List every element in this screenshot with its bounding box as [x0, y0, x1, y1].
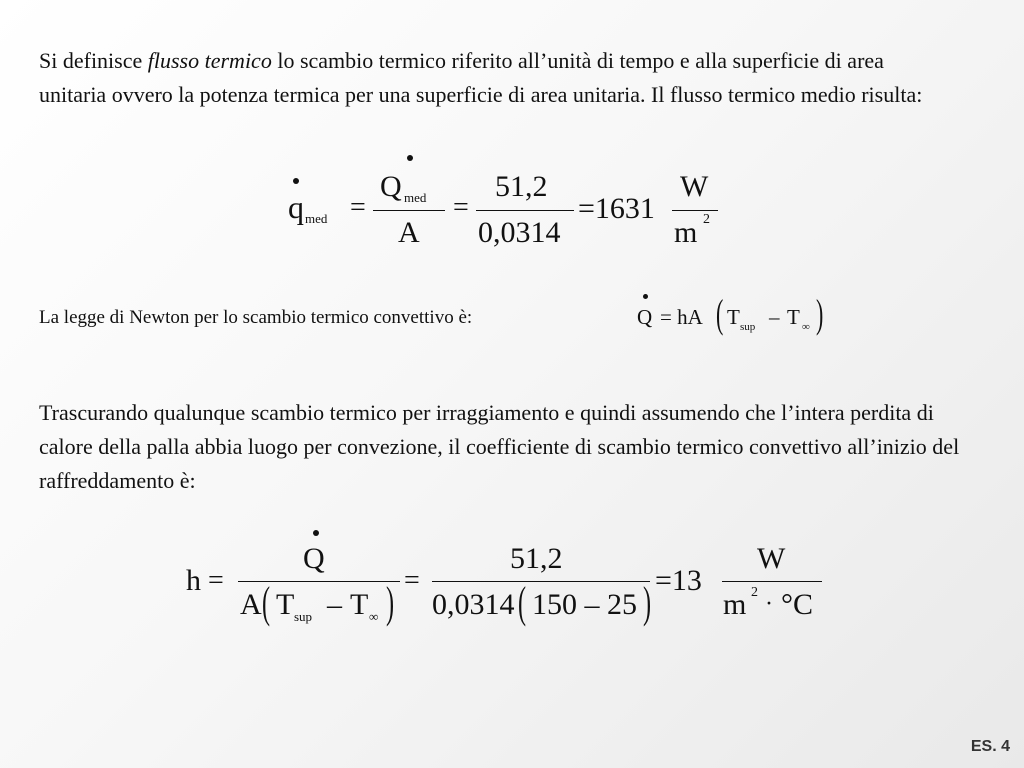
dot-accent-icon: [407, 155, 413, 161]
eq-denominator: 0,0314: [478, 216, 561, 249]
fraction-bar: [672, 210, 718, 211]
eq-denominator: A: [398, 216, 420, 249]
unit-exponent: 2: [751, 585, 758, 600]
emphasis-term: flusso termico: [147, 48, 272, 73]
paren-right: ): [816, 291, 824, 336]
fraction-bar: [373, 210, 445, 211]
eq-denominator-inner: 150 – 25: [532, 588, 637, 621]
paren-left: (: [518, 578, 527, 627]
eq-minus: –: [327, 588, 342, 621]
eq-result: =1631: [578, 192, 655, 225]
eq-subscript: sup: [740, 321, 756, 333]
eq-numerator: Q: [380, 170, 402, 203]
eq-denominator: A: [240, 588, 262, 621]
eq-symbol: T: [787, 305, 800, 329]
unit-denominator: m: [723, 588, 747, 621]
dot-accent-icon: [313, 530, 319, 536]
eq-symbol: h: [186, 564, 201, 597]
eq-symbol: q: [288, 189, 304, 225]
fraction-bar: [432, 581, 650, 582]
paragraph-text: lo scambio termico riferito all’unità di tempo e alla superficie di area unitaria ovvero la potenza termica per una superficie di area unitaria. Il flusso termico medio risulta:: [39, 48, 923, 107]
eq-subscript: sup: [294, 609, 313, 624]
dot-accent-icon: [293, 178, 299, 184]
page-number: ES. 4: [970, 738, 1010, 755]
paren-left: (: [262, 578, 271, 627]
unit-degree-celsius: °C: [781, 588, 814, 621]
paragraph-definition: [39, 44, 939, 112]
eq-subscript: med: [404, 190, 427, 205]
eq-symbol: T: [350, 588, 369, 621]
eq-subscript: ∞: [802, 321, 810, 333]
unit-numerator: W: [680, 170, 709, 203]
eq-symbol: T: [727, 305, 740, 329]
unit-denominator: m: [674, 216, 698, 249]
eq-denominator: 0,0314: [432, 588, 515, 621]
unit-numerator: W: [757, 542, 786, 575]
eq-equals: =: [453, 192, 469, 223]
eq-equals: = hA: [660, 305, 703, 329]
eq-numerator: 51,2: [495, 170, 548, 203]
eq-equals: =: [208, 565, 224, 596]
eq-result: =13: [655, 564, 702, 597]
fraction-bar: [476, 210, 574, 211]
eq-numerator: 51,2: [510, 542, 563, 575]
eq-numerator: Q: [303, 542, 325, 575]
eq-symbol: T: [276, 588, 295, 621]
paren-left: (: [716, 291, 724, 336]
fraction-bar: [722, 581, 822, 582]
dot-accent-icon: [643, 294, 648, 299]
eq-subscript: med: [305, 211, 328, 226]
eq-symbol: Q: [637, 305, 653, 329]
eq-subscript: ∞: [369, 609, 379, 624]
paragraph-convection: Trascurando qualunque scambio termico per irraggiamento e quindi assumendo che l’intera perdita di calore della palla abbia luogo per convezione, il coefficiente di scambio termico convettivo all’inizio del raffreddamento è:: [39, 400, 960, 493]
eq-equals: =: [404, 565, 420, 596]
unit-multiply: ·: [765, 591, 773, 617]
eq-equals: =: [350, 192, 366, 223]
eq-minus: –: [769, 305, 780, 329]
paren-right: ): [386, 578, 395, 627]
paren-right: ): [643, 578, 652, 627]
unit-exponent: 2: [703, 212, 710, 227]
paragraph-text: Si definisce: [39, 48, 148, 73]
newton-law-text: La legge di Newton per lo scambio termico convettivo è:: [39, 307, 473, 328]
